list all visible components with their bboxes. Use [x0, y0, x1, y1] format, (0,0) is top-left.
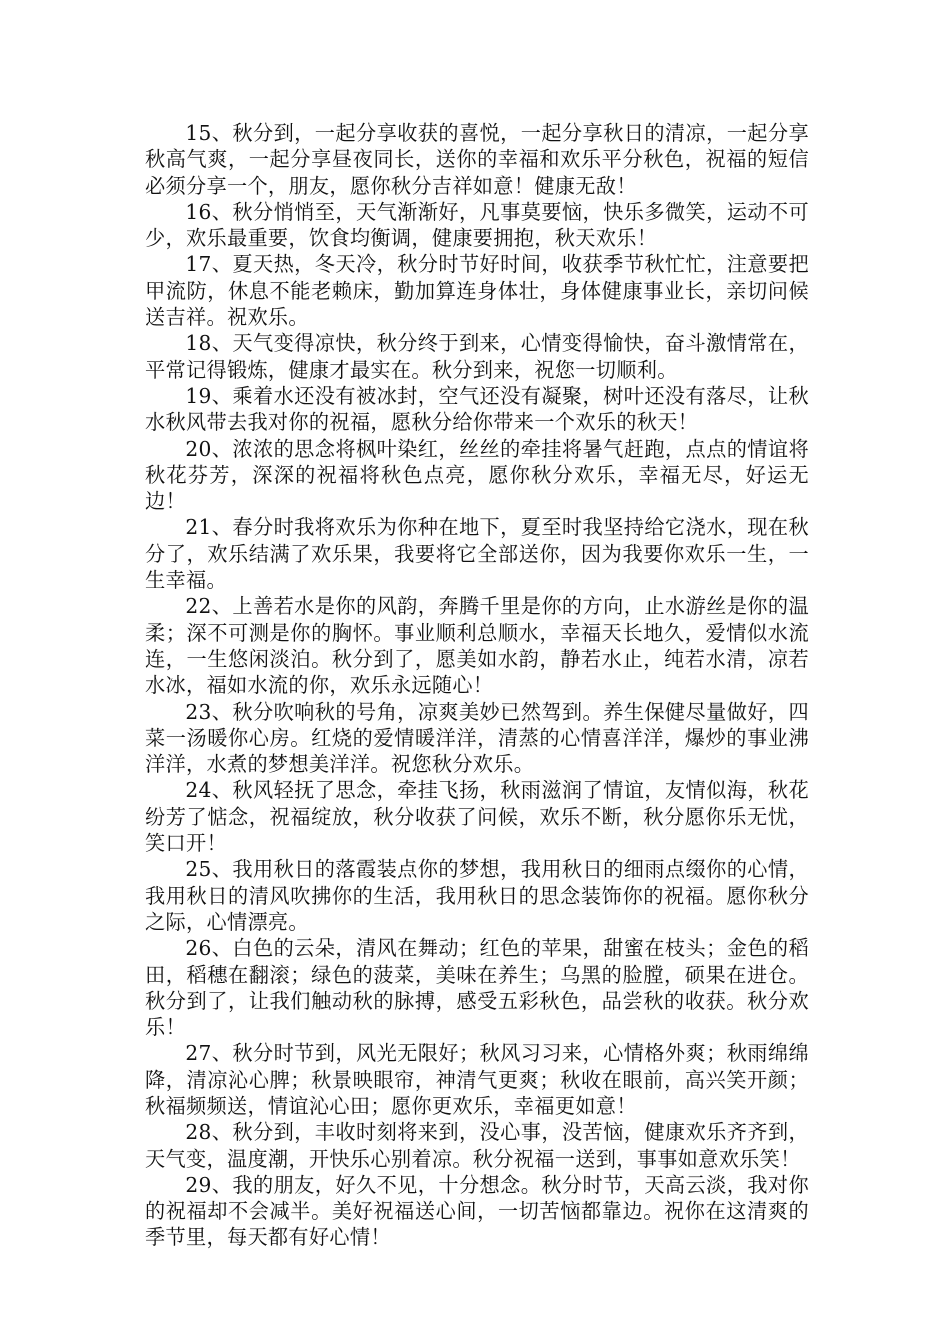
paragraph-25: 25、我用秋日的落霞装点你的梦想，我用秋日的细雨点缀你的心情，我用秋日的清风吹拂你的生活，我用秋日的思念装饰你的祝福。愿你秋分之际，心情漂亮。 — [145, 857, 809, 934]
paragraph-26: 26、白色的云朵，清风在舞动；红色的苹果，甜蜜在枝头；金色的稻田，稻穗在翻滚；绿色的菠菜，美味在养生；乌黑的脸膛，硕果在进仓。秋分到了，让我们触动秋的脉搏，感受五彩秋色，品尝秋的收获。秋分欢乐！ — [145, 936, 809, 1040]
paragraph-15: 15、秋分到，一起分享收获的喜悦，一起分享秋日的清凉，一起分享秋高气爽，一起分享昼夜同长，送你的幸福和欢乐平分秋色，祝福的短信必须分享一个，朋友，愿你秋分吉祥如意！健康无敌！ — [145, 121, 809, 198]
paragraph-18: 18、天气变得凉快，秋分终于到来，心情变得愉快，奋斗激情常在，平常记得锻炼，健康才最实在。秋分到来，祝您一切顺利。 — [145, 331, 809, 382]
document-body — [145, 120, 809, 1251]
paragraph-29: 29、我的朋友，好久不见，十分想念。秋分时节，天高云淡，我对你的祝福却不会减半。美好祝福送心间，一切苦恼都靠边。祝你在这清爽的季节里，每天都有好心情！ — [145, 1172, 809, 1250]
paragraph-27: 27、秋分时节到，风光无限好；秋风习习来，心情格外爽；秋雨绵绵降，清凉沁心脾；秋景映眼帘，神清气更爽；秋收在眼前，高兴笑开颜；秋福频频送，情谊沁心田；愿你更欢乐，幸福更如意！ — [145, 1041, 809, 1118]
paragraph-17: 17、夏天热，冬天冷，秋分时节好时间，收获季节秋忙忙，注意要把甲流防，休息不能老赖床，勤加算连身体壮，身体健康事业长，亲切问候送吉祥。祝欢乐。 — [145, 252, 809, 330]
paragraph-16: 16、秋分悄悄至，天气渐渐好，凡事莫要恼，快乐多微笑，运动不可少，欢乐最重要，饮食均衡调，健康要拥抱，秋天欢乐！ — [145, 199, 809, 251]
paragraph-23: 23、秋分吹响秋的号角，凉爽美妙已然驾到。养生保健尽量做好，四菜一汤暖你心房。红烧的爱情暖洋洋，清蒸的心情喜洋洋，爆炒的事业沸洋洋，水煮的梦想美洋洋。祝您秋分欢乐。 — [145, 699, 809, 777]
paragraph-24: 24、秋风轻抚了思念，牵挂飞扬，秋雨滋润了情谊，友情似海，秋花纷芳了惦念，祝福绽放，秋分收获了问候，欢乐不断，秋分愿你乐无忧，笑口开！ — [145, 778, 809, 856]
paragraph-20: 20、浓浓的思念将枫叶染红，丝丝的牵挂将暑气赶跑，点点的情谊将秋花芬芳，深深的祝福将秋色点亮，愿你秋分欢乐，幸福无尽，好运无边！ — [145, 436, 809, 514]
paragraph-19: 19、乘着水还没有被冰封，空气还没有凝聚，树叶还没有落尽，让秋水秋风带去我对你的祝福，愿秋分给你带来一个欢乐的秋天！ — [145, 383, 809, 435]
paragraph-21: 21、春分时我将欢乐为你种在地下，夏至时我坚持给它浇水，现在秋分了，欢乐结满了欢乐果，我要将它全部送你，因为我要你欢乐一生，一生幸福。 — [145, 515, 809, 593]
paragraph-28: 28、秋分到，丰收时刻将来到，没心事，没苦恼，健康欢乐齐齐到，天气变，温度潮，开快乐心别着凉。秋分祝福一送到，事事如意欢乐笑！ — [145, 1120, 809, 1171]
paragraph-22: 22、上善若水是你的风韵，奔腾千里是你的方向，止水游丝是你的温柔；深不可测是你的胸怀。事业顺利总顺水，幸福天长地久，爱情似水流连，一生悠闲淡泊。秋分到了，愿美如水韵，静若水止，纯若水清，凉若水冰，福如水流的你，欢乐永远随心！ — [145, 594, 809, 698]
